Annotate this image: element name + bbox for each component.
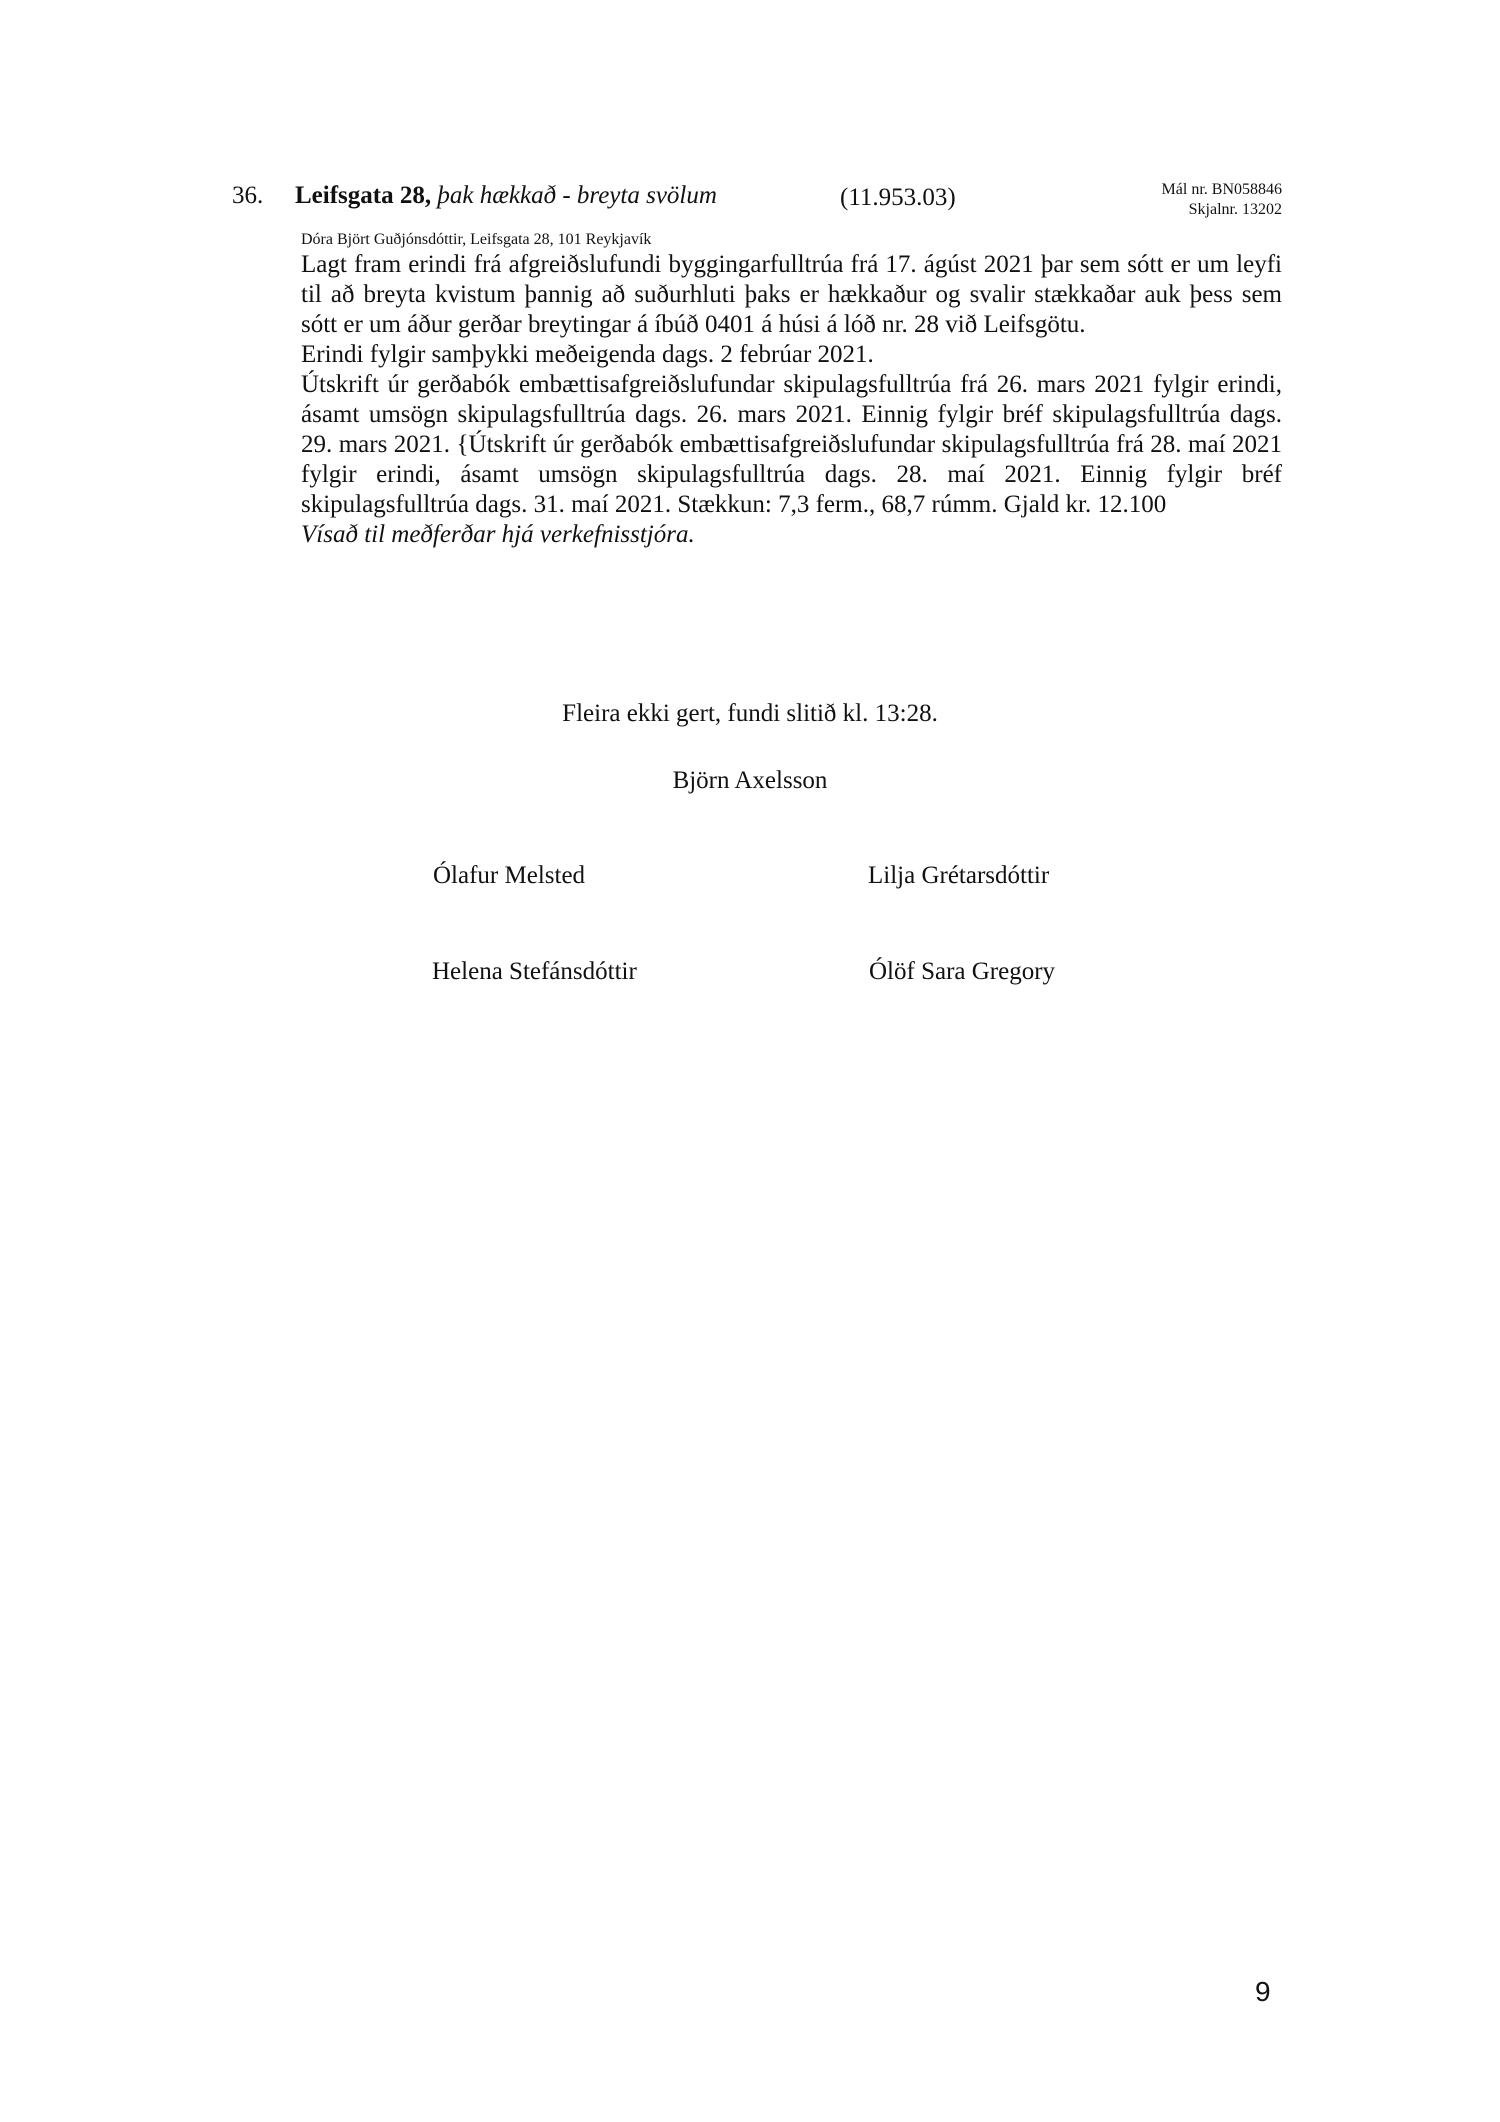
body-paragraph-consent: Erindi fylgir samþykki meðeigenda dags. 2 febrúar 2021. — [301, 341, 874, 368]
case-number: Mál nr. BN058846 — [1161, 181, 1282, 198]
chair-signature: Björn Axelsson — [672, 767, 828, 794]
agenda-item-header — [232, 180, 1282, 220]
item-body — [301, 250, 1282, 550]
item-subject: þak hækkað - breyta svölum — [437, 182, 717, 209]
item-number: 36. — [232, 182, 264, 209]
item-street: Leifsgata 28, — [295, 182, 432, 209]
signature-3: Helena Stefánsdóttir — [432, 958, 637, 985]
item-title — [295, 182, 717, 210]
case-identifiers — [1162, 180, 1282, 220]
item-land-number: (11.953.03) — [840, 184, 956, 211]
body-paragraph-request: Lagt fram erindi frá afgreiðslufundi byggingarfulltrúa frá 17. ágúst 2021 þar sem sótt er um leyfi til að breyta kvistum þannig að suðurhluti þaks er hækkaður og svalir stækkaðar auk þess sem sótt er um áður gerðar breytingar á íbúð 0401 á húsi á lóð nr. 28 við Leifsgötu. — [301, 251, 1282, 338]
document-number: Skjalnr. 13202 — [1188, 201, 1282, 218]
applicant-line: Dóra Björt Guðjónsdóttir, Leifsgata 28, 101 Reykjavík — [301, 231, 652, 248]
body-paragraph-attachments: Útskrift úr gerðabók embættisafgreiðslufundar skipulagsfulltrúa frá 26. mars 2021 fylgir erindi, ásamt umsögn skipulagsfulltrúa dags. 26. mars 2021. Einnig fylgir bréf skipulagsfulltrúa dags. 29. mars 2021. {Útskrift úr gerðabók embættisafgreiðslufundar skipulagsfulltrúa frá 28. maí 2021 fylgir erindi, ásamt umsögn skipulagsfulltrúa dags. 28. maí 2021. Einnig fylgir bréf skipulagsfulltrúa dags. 31. maí 2021. Stækkun: 7,3 ferm., 68,7 rúmm. Gjald kr. 12.100 — [301, 371, 1282, 518]
meeting-closing-statement: Fleira ekki gert, fundi slitið kl. 13:28. — [562, 700, 938, 727]
page-number: 9 — [1255, 1976, 1271, 2007]
signature-1: Ólafur Melsted — [433, 862, 586, 889]
signature-4: Ólöf Sara Gregory — [869, 958, 1056, 985]
item-decision: Vísað til meðferðar hjá verkefnisstjóra. — [301, 521, 695, 548]
signature-2: Lilja Grétarsdóttir — [868, 862, 1050, 889]
